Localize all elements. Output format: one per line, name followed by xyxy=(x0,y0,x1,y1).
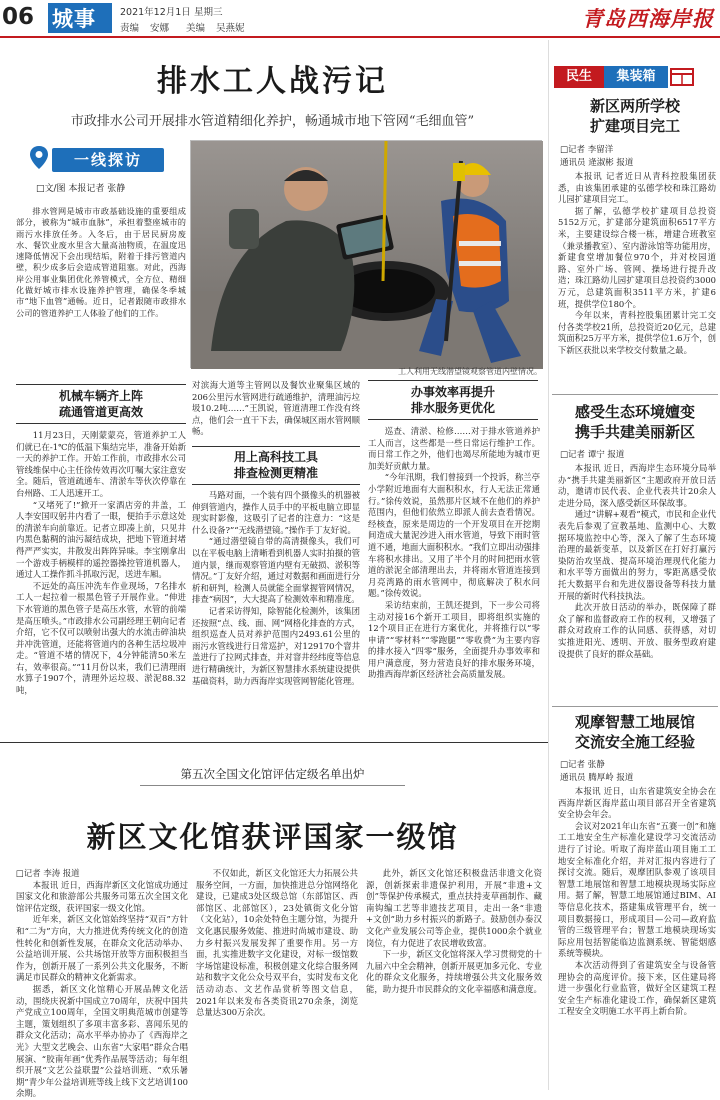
section2-title-line2: 排查检测更精准 xyxy=(233,466,318,480)
paragraph: 通过“讲解+观看”模式，市民和企业代表先后参观了宣教基地、监测中心、大数据环境监控中心等，深入了解了生态环境治理的最新变革，以及新区在打好打赢污染防治攻坚战、提高环境治理现代化能力和水平等方面做出的努力，零距离感受依托大数据平台和先进仪器设备等科技力量开展的新时代科技执法。 xyxy=(558,509,717,601)
newspaper-brand-logo: 青岛西海岸报 xyxy=(582,6,714,31)
sidebar-rule xyxy=(548,40,549,1090)
section1-title-line2: 疏通管道更高效 xyxy=(58,405,143,419)
paragraph: 此次开放日活动的举办，既保障了群众了解和监督政府工作的权利，又增强了群众对政府工作的认同感、获得感，对切实推进阳光、透明、开放、服务型政府建设提供了良好的群众基础。 xyxy=(558,602,716,659)
paragraph: 会议对2021年山东省“五赛一创”和施工工地安全生产标准化建设学习交流活动进行了讨论。听取了海岸蓝山项目施工工地安全标准化介绍，并对汇报内容进行了探讨交流。随后，观摩团队参观了该项目智慧工地展馆和智慧工地模块现场实际应用。据了解，智慧工地展馆通过BIM、AI等信息化技术，搭建集成管理平台，统一项目数据接口，形成项目—公司—政府监管的三级管理平台；智慧工地模块现场实际应用包括智能临边监测系统、智能烟感系统等模块。 xyxy=(558,820,716,959)
sidebar-divider xyxy=(552,706,718,707)
lead-photo xyxy=(190,140,542,368)
container-box-icon xyxy=(669,64,695,88)
section3-title-line2: 排水服务更优化 xyxy=(410,401,495,415)
section2-lead-in xyxy=(192,380,360,442)
second-kicker: 第五次全国文化馆评估定级名单出炉 xyxy=(180,767,365,781)
paragraph: 本报讯 记者近日从青科控股集团获悉，由该集团承建的弘德学校和珠江路幼儿园扩建项目完工。 xyxy=(558,171,716,205)
section-name: 城事 xyxy=(52,7,96,31)
paragraph: 11月23日，天刚蒙蒙亮，管道养护工人们就已在-1℃的低温下集结完毕，准备开始新一天的养护工作。开始工作前，市政排水公司管线维保中心主任徐传效再次叮嘱大家注意安全。随后，管道疏通车、清淤车等伙次停靠在台州路、工人迅速开工。 xyxy=(16,430,186,498)
lead-photo-illustration xyxy=(191,141,543,369)
section2-rule-top xyxy=(192,446,360,447)
lead-byline: □文/图 本报记者 张静 xyxy=(36,184,126,194)
art-editor-name: 吴燕妮 xyxy=(216,23,245,34)
section2-title-line1: 用上高科技工具 xyxy=(233,450,318,464)
second-col2 xyxy=(196,868,358,1090)
sidebar-tag-left: 民生 xyxy=(554,66,604,88)
art-editor-label: 美编 xyxy=(186,23,206,34)
location-pin-icon xyxy=(28,145,50,171)
second-headline: 新区文化馆获评国家一级馆 xyxy=(86,820,459,854)
paragraph: 巡查、清淤、检修……对于排水管道养护工人而言，这些都是一些日常运行维护工作。而日常工作之外，他们也竭尽所能地为城市更加美好贡献力量。 xyxy=(368,426,540,471)
sidebar-tag-right: 集装箱 xyxy=(604,66,668,88)
side3-title-line2: 交流安全施工经验 xyxy=(574,733,695,751)
paragraph: “通过潜望镜自带的高清摄像头，我们可以在平板电脑上清晰看到机器人实时拍摄的管道内景，继而观察管道内壁有无破损、淤积等情况。”丁友好介绍，通过对数据和画面进行分析和研判，检测人员就能全面掌握管网情况，排查“病因”，大大提高了检测效率和精准度。 xyxy=(192,536,360,605)
section1-rule-top xyxy=(16,384,186,385)
side1-body xyxy=(558,171,716,391)
side1-title-line2: 扩建项目完工 xyxy=(589,117,680,135)
byline: □记者 李涛 报道 xyxy=(16,868,80,878)
side3-title-line1: 观摩智慧工地展馆 xyxy=(574,713,695,731)
side2-byline1: □记者 谭宁 报道 xyxy=(560,450,625,460)
issue-weekday: 星期三 xyxy=(194,7,223,18)
paragraph: 据悉，新区文化馆精心开展品牌文化活动，围绕庆祝新中国成立70周年，庆祝中国共产党成立100周年，全国文明典范城市创建等主题，策划组织了多项丰富多彩、喜闻乐见的群众文化活动；高水平举办协办了《西海岸之光》大型文艺晚会、山东省“大家唱”群众合唱展演、“胶南年画”优秀作品展等活动；每年组织开展“文艺公益联盟”公益培训班、“欢乐暑期”青少年公益培训班等线上线下文艺培训100余期。 xyxy=(16,983,188,1099)
sidebar-divider xyxy=(552,394,718,395)
section1-title-line1: 机械车辆齐上阵 xyxy=(58,389,143,403)
section3-rule-top xyxy=(368,380,538,381)
section2-rule-bottom xyxy=(192,484,360,485)
story-divider xyxy=(0,742,548,743)
lead-intro-text: 排水管网是城市市政基础设施的重要组成部分，被称为“城市血脉”，承担着整座城市的雨污水排放任务。入冬后，由于居民厨房废水、餐饮业废水里含大量高油物质，在温度迅速降低情况下会出现结垢，附着于排污管道内壁，积少成多后会造成管道阻塞。对此，西海岸公用事业集团优化养管模式，全方位、精细化做好城市排水设施养护管理，确保冬季城市“地下血管”通畅。近日，记者跟随市政排水公司的管道养护工人体验了他们的工作。 xyxy=(16,206,186,318)
page-number: 06 xyxy=(2,4,35,30)
section2-body xyxy=(192,490,360,740)
paragraph: 本报讯 近日，山东省建筑安全协会在西海岸新区海岸蓝山项目部召开全省建筑安全协会年会。 xyxy=(558,786,716,820)
issue-date: 2021年12月1日 xyxy=(120,7,191,18)
side1-title-line1: 新区两所学校 xyxy=(589,97,680,115)
paragraph: 下一步，新区文化馆将深入学习贯彻党的十九届六中全会精神，创新开展更加多元化、专业化的群众文化服务，持续增强公共文化服务效能，助力提升市民群众的文化幸福感和满意度。 xyxy=(366,949,542,994)
paragraph: 不远处的高压冲洗车作业现场，7名排水工人一起拉着一根黑色管子开展作业。“伸进下水管道的黑色管子是高压水管，水管的前端是高压喷头。”市政排水公司副经理王朝向记者介绍，它不仅可以喷射出强大的水流击碎油块并冲洗管道，还能将管道内的各种生活垃圾冲走。“管道不堵的情况下，4分钟能清50米左右，效率很高。”“11月份以来，我们已清理雨水算子1907个，清理外运垃圾、淤泥88.32吨， xyxy=(16,580,186,696)
paragraph: 本次活动得到了省建筑安全与设备管理协会的高度评价。接下来，区住建局将进一步强化行业监管，做好全区建筑工程安全生产标准化建设工作，确保新区建筑工程安全文明施工水平再上新台阶。 xyxy=(558,959,716,1017)
section3-rule-bottom xyxy=(368,419,538,420)
paragraph: 近年来，新区文化馆始终坚持“双百”方针和“二为”方向，大力推进优秀传统文化的创造性转化和创新性发展，在群众文化活动举办、公益培训开展、公共场馆开放等方面积极担当作为，创新开展了一系列公共文化服务，不断满足市民群众的精神文化新需求。 xyxy=(16,914,188,983)
paragraph: 此外，新区文化馆还积极盘活非遗文化资源，创新探索非遗保护利用，开展“非遗+文创”等保护传承模式，重点扶持麦草画制作、藏南钩编工艺等非遗技艺项目，走出一条“非遗+文创”助力乡村振兴的新路子。鼓励创办泰汉文化产业发展公司等企业，提供1000余个就业岗位，有力促进了农民增收致富。 xyxy=(366,868,542,948)
paragraph: 马路对面，一个装有四个摄像头的机器被伸到管道内，操作人员手中的平板电脑立即显现实时影像，这吸引了记者的注意力：“这是什么设备?”“无线潜望镜。”操作手丁友好说。 xyxy=(192,490,360,535)
paragraph: 记者采访得知，除智能化检测外，该集团还按照“点、线、面、网”网格化排查的方式，组织巡查人员对养护范围内2493.61公里的雨污水管线进行日常巡护，对129170个窨井盖进行了拉网式排查，并对窨井经纬度等信息进行精确统计，为新区智慧排水系统建设提供基础资料，助力西海岸实现管网智能化管理。 xyxy=(192,605,360,686)
side2-body xyxy=(558,463,716,703)
paragraph: 本报讯 近日，西海岸生态环境分局举办“携手共建美丽新区”主题政府开放日活动，邀请市民代表、企业代表共计20余人走进分局，深入感受新区环保故事。 xyxy=(558,463,716,508)
side3-byline1: □记者 张静 xyxy=(560,760,605,770)
section1-rule-bottom xyxy=(16,423,186,424)
paragraph: 本报讯 近日，西海岸新区文化馆成功通过国家文化和旅游部公共服务司第五次全国文化馆评估定级，获评国家一级文化馆。 xyxy=(16,879,188,913)
side2-title-line2: 携手共建美丽新区 xyxy=(574,423,695,441)
section3-title-line1: 办事效率再提升 xyxy=(410,385,495,399)
kicker-rule xyxy=(140,785,405,786)
editor-label: 责编 xyxy=(120,23,140,34)
paragraph: 今年以来，青科控股集团累计完工交付各类学校21所，总投资近20亿元，总建筑面积25万平方米，提供学位1.6万个，创下新区获批以来学校交付数量之最。 xyxy=(558,310,716,355)
lead-subhead: 市政排水公司开展排水管道精细化养护，畅通城市地下管网“毛细血管” xyxy=(70,114,475,129)
paragraph: “又堵死了!”掀开一家酒店旁的井盖，工人李安国叹躬井内看了一眼，便抬手示意这处的清淤车向前靠近。记者立即凑上前，只见井内黑色黏稠的油污凝结成块，把地下管道封堵得严严实实，井散发出阵阵异味。李宝刚拿出一个游戏手柄模样的遥控器操控管道机器人，通过人工操作抓斗抓取污泥，送进车厢。 xyxy=(16,499,186,580)
photo-caption: 工人利用无线潜望镜观察管道内壁情况。 xyxy=(398,367,542,376)
section1-body xyxy=(16,430,186,740)
paragraph: 不仅如此，新区文化馆还大力拓展公共服务空间，一方面，加快推进总分馆网络化建设，已建成3处区级总馆（东部馆区、西部馆区、北部馆区），23处镇街文化分馆（文化站），10余处特色主题分馆，为提升文化惠民服务效能、推进时尚城市建设、助力乡村振兴发展发挥了重要作用。另一方面，扎实推进数字文化建设，对标一级馆数字场馆建设标准，积极创建文化综合服务网站和数字文化公众号双平台，实时发布文化活动动态、文艺作品赏析等图文信息，2021年以来发布各类资讯270余条，浏览总量达300万余次。 xyxy=(196,868,358,1018)
paragraph: 据了解，弘德学校扩建项目总投资5152万元，扩建部分建筑面积6517平方米，主要建设综合楼一栋，增建合班教室（兼录播教室）、室内游泳馆等功能用房，新建食堂增加餐位970个，并对校园道路、室外广场、管网、操场进行提升改造；珠江路幼儿园扩建项目总投资约3000万元，总建筑面积3511平方米，扩建6班，提供学位180个。 xyxy=(558,205,716,309)
editor-name: 安娜 xyxy=(150,23,170,34)
second-col3 xyxy=(366,868,542,1090)
side3-body xyxy=(558,786,716,1090)
section3-body xyxy=(368,426,540,740)
side1-byline2: 通讯员 逄淑彬 报道 xyxy=(560,158,634,168)
lead-headline: 排水工人战污记 xyxy=(157,64,388,99)
section-badge: 一线探访 xyxy=(52,148,164,172)
side3-byline2: 通讯员 腾厚岭 报道 xyxy=(560,773,634,783)
paragraph: 对滨海大道等主管网以及餐饮业聚集区域的206公里污水管网进行疏通维护，清理油污垃圾10.2吨……”王凯说，管道清理工作没有终点，他们会一直干下去，确保城区雨水管网顺畅。 xyxy=(192,380,360,437)
side1-byline1: □记者 李留洋 xyxy=(560,145,614,155)
lead-intro xyxy=(16,206,186,384)
paragraph: 采访结束前，王凯还提到，下一步公司将主动对接16个新开工项目，即将组织实施的12个项目正在进行方案优化，并将推行以“零申请”“零材料”“零跑腿”“零收费”为主要内容的排水接入“四零”服务，全面提升办事效率和用户满意度，努力营造良好的排水服务环境，助推西海岸新区经济社会高质量发展。 xyxy=(368,599,540,680)
paragraph: “今年汛期，我们曾接到一个投诉，称兰亭小学附近地面有大面积积水，行人无法正常通行。”徐传效说，虽然那片区域不在他们的养护范围内，但他们依然立即派人前去查看情况。经核查，原来是周边的一个开发项目在开挖期间造成大量泥沙进入雨水管道，导致下雨时管道不通，地面大面积积水。“我们立即出动强排车将积水排出。又用了半个月的时间把雨水管道的淤泥全部清理出去，并将雨水管道连接到月亮湾路的雨水管网中，彻底解决了积水问题。”徐传效说。 xyxy=(368,472,540,599)
second-col1 xyxy=(16,868,188,1099)
side2-title-line1: 感受生态环境嬗变 xyxy=(574,403,695,421)
